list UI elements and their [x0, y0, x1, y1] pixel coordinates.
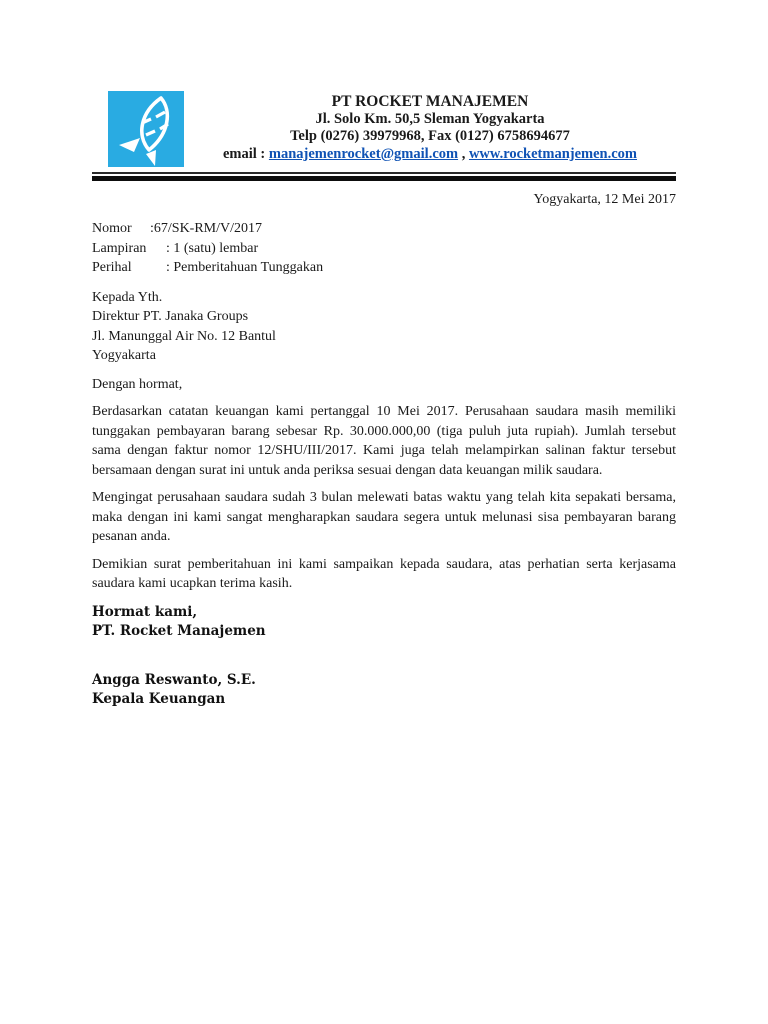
body-paragraph-3: Demikian surat pemberitahuan ini kami sampaikan kepada saudara, atas perhatian serta kerjasama saudara kami ucapkan terima kasih.	[92, 556, 676, 591]
letterhead-rule	[92, 172, 676, 181]
email-link[interactable]: manajemenrocket@gmail.com	[268, 145, 459, 162]
company-contact-line	[184, 146, 676, 164]
rocket-icon	[108, 91, 184, 167]
signer-title: Kepala Keuangan	[92, 691, 226, 707]
letterhead	[92, 86, 676, 167]
rule-thick-line	[92, 176, 676, 181]
letter-meta	[92, 219, 676, 278]
website-link[interactable]: www.rocketmanjemen.com	[468, 145, 638, 162]
meta-label-lampiran: Lampiran	[92, 240, 147, 256]
signer-block	[92, 671, 676, 710]
letterhead-text	[184, 86, 676, 163]
meta-label-perihal: Perihal	[92, 260, 132, 275]
recipient-line-3: Jl. Manunggal Air No. 12 Bantul	[92, 328, 276, 344]
email-label: email :	[222, 145, 269, 162]
meta-value-lampiran: : 1 (satu) lembar	[166, 240, 259, 256]
letter-date: Yogyakarta, 12 Mei 2017	[533, 192, 676, 207]
link-separator: ,	[458, 145, 469, 162]
body-paragraph-1: Berdasarkan catatan keuangan kami pertanggal 10 Mei 2017. Perusahaan saudara masih memiliki tunggakan pembayaran barang sebesar Rp. 30.000.000,00 (tiga puluh juta rupiah). Jumlah tersebut sama dengan faktur nomor 12/SHU/III/2017. Kami juga telah melampirkan salinan faktur tersebut bersamaan dengan surat ini untuk anda periksa sesuai dengan data keuangan milik saudara.	[92, 404, 676, 478]
closing-company: PT. Rocket Manajemen	[92, 623, 266, 639]
company-logo	[108, 91, 184, 167]
salutation: Dengan hormat,	[92, 376, 183, 392]
closing-block	[92, 603, 676, 710]
recipient-line-2: Direktur PT. Janaka Groups	[92, 309, 249, 324]
company-name: PT ROCKET MANAJEMEN	[331, 93, 529, 110]
recipient-line-4: Yogyakarta	[92, 348, 156, 363]
meta-row-nomor	[92, 219, 676, 239]
meta-value-perihal: : Pemberitahuan Tunggakan	[166, 260, 324, 275]
recipient-block	[92, 288, 676, 366]
closing-line-1: Hormat kami,	[92, 603, 198, 620]
meta-value-nomor: :67/SK-RM/V/2017	[150, 221, 263, 236]
meta-row-lampiran	[92, 239, 676, 259]
meta-row-perihal	[92, 258, 676, 278]
meta-label-nomor: Nomor	[92, 221, 132, 236]
company-address: Jl. Solo Km. 50,5 Sleman Yogyakarta	[315, 110, 545, 127]
letter-content	[92, 86, 676, 710]
recipient-line-1: Kepada Yth.	[92, 289, 163, 305]
signer-name: Angga Reswanto, S.E.	[92, 671, 256, 688]
body-paragraph-2: Mengingat perusahaan saudara sudah 3 bulan melewati batas waktu yang telah kita sepakati bersama, maka dengan ini kami sangat mengharapkan saudara segera untuk melunasi sisa pembayaran barang pesanan anda.	[92, 490, 676, 544]
company-phone-fax: Telp (0276) 39979968, Fax (0127) 6758694677	[290, 128, 570, 144]
